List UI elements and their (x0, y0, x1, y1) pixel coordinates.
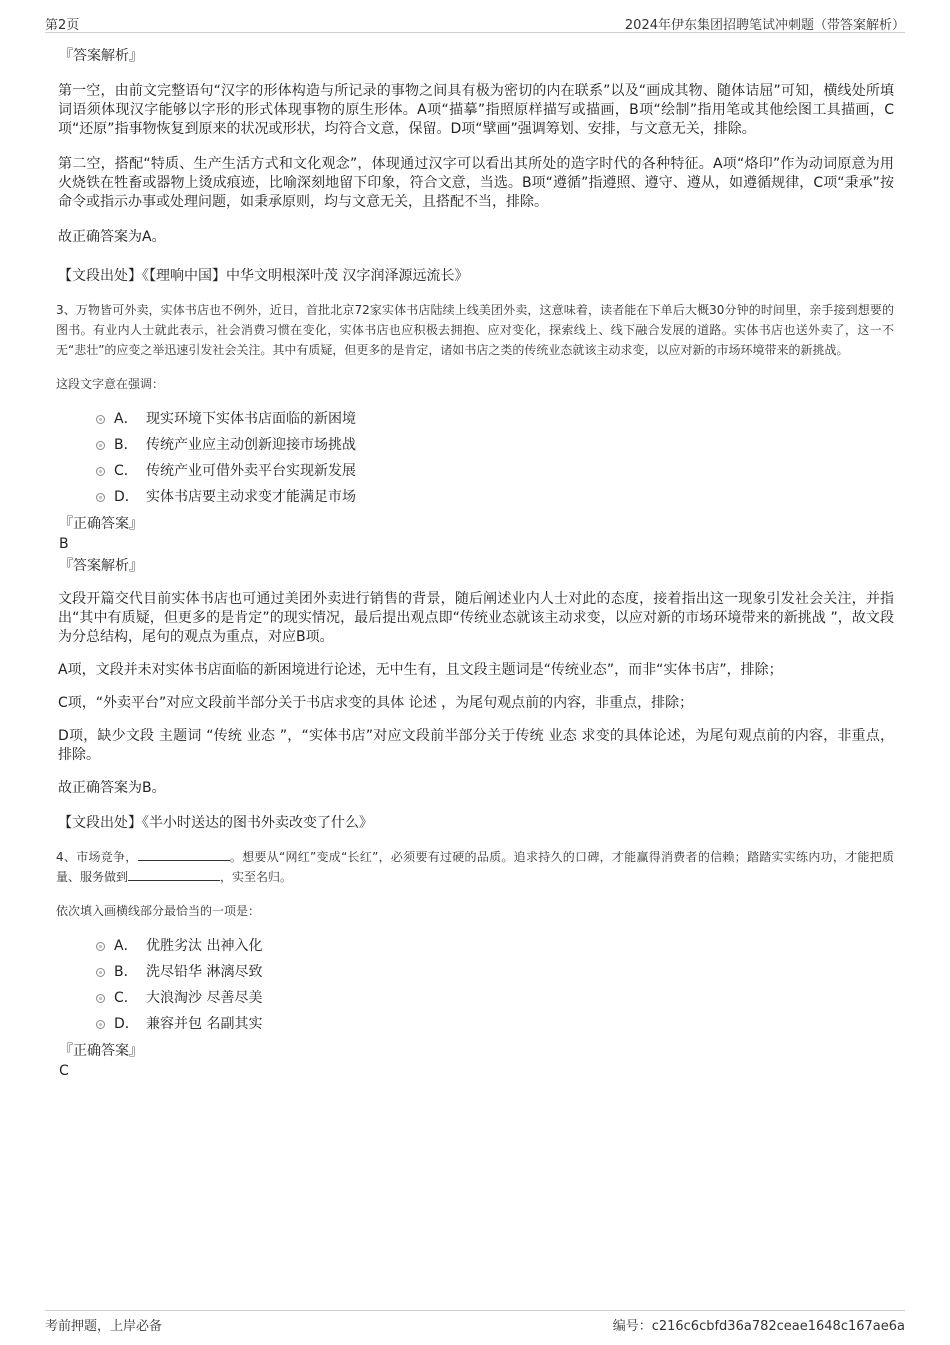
fill-blank (138, 848, 230, 861)
analysis-conclusion: 故正确答案为B。 (58, 780, 166, 796)
radio-icon[interactable] (96, 441, 105, 450)
option-c[interactable]: C． 传统产业可借外卖平台实现新发展 (56, 458, 894, 484)
correct-answer-label: 『正确答案』 (59, 516, 143, 532)
footer-slogan: 考前押题，上岸必备 (45, 1319, 163, 1334)
radio-icon[interactable] (96, 994, 105, 1003)
analysis-label: 『答案解析』 (59, 48, 143, 64)
options-list (56, 406, 894, 510)
correct-answer-label: 『正确答案』 (59, 1043, 143, 1059)
option-d[interactable]: D． 兼容并包 名副其实 (56, 1011, 894, 1037)
option-c[interactable]: C． 大浪淘沙 尽善尽美 (56, 985, 894, 1011)
analysis-paragraph: A项，文段并未对实体书店面临的新困境进行论述，无中生有，且文段主题词是“传统业态”，而非“实体书店”，排除； (58, 662, 783, 678)
option-a[interactable]: A． 现实环境下实体书店面临的新困境 (56, 406, 894, 432)
radio-icon[interactable] (96, 493, 105, 502)
options-list (56, 933, 894, 1037)
page-content (56, 44, 894, 1081)
analysis-label: 『答案解析』 (59, 558, 143, 574)
page-footer (45, 1310, 905, 1335)
option-d[interactable]: D． 实体书店要主动求变才能满足市场 (56, 484, 894, 510)
page-number: 第2页 (45, 18, 80, 33)
analysis-paragraph: 文段开篇交代目前实体书店也可通过美团外卖进行销售的背景，随后阐述业内人士对此的态度，接着指出这一现象引发社会关注，并指出“其中有质疑，但更多的是肯定”的现实情况，最后提出观点即“传统业态就该主动求变，以应对新的市场环境带来的新挑战 ”，故文段为分总结构，尾句的观点为重点，对应B项。 (58, 591, 894, 645)
source-citation: 【文段出处】《【理响中国】中华文明根深叶茂 汉字润泽源远流长》 (58, 268, 469, 284)
analysis-paragraph: 第二空，搭配“特质、生产生活方式和文化观念”，体现通过汉字可以看出其所处的造字时代的各种特征。A项“烙印”作为动词原意为用火烧铁在牲畜或器物上烫成痕迹，比喻深刻地留下印象，符合文意，当选。B项“遵循”指遵照、遵守、遵从，如遵循规律，C项“秉承”按命令或指示办事或处理问题，如秉承原则，均与文意无关，且搭配不当，排除。 (58, 156, 894, 210)
option-a[interactable]: A． 优胜劣汰 出神入化 (56, 933, 894, 959)
analysis-paragraph: 第一空，由前文完整语句“汉字的形体构造与所记录的事物之间具有极为密切的内在联系”以及“画成其物、随体诘屈”可知，横线处所填词语须体现汉字能够以字形的形式体现事物的原生形体。A项“描摹”指照原样描写或描画，B项“绘制”指用笔或其他绘图工具描画，C项“还原”指事物恢复到原来的状况或形状，均符合文意，保留。D项“擘画”强调筹划、安排，与文意无关，排除。 (58, 83, 894, 137)
document-title: 2024年伊东集团招聘笔试冲刺题（带答案解析） (624, 18, 905, 33)
correct-answer: B (59, 536, 69, 552)
correct-answer: C (59, 1063, 69, 1079)
question-prompt: 依次填入画横线部分最恰当的一项是： (56, 904, 261, 918)
page-header (45, 10, 905, 33)
radio-icon[interactable] (96, 467, 105, 476)
question-text: 4、市场竞争， 。想要从“网红”变成“长红”，必须要有过硬的品质。追求持久的口碑，才能赢得消费者的信赖；踏踏实实练内功，才能把质量、服务做到 ，实至名归。 (56, 850, 894, 884)
radio-icon[interactable] (96, 1020, 105, 1029)
fill-blank (128, 868, 220, 881)
radio-icon[interactable] (96, 968, 105, 977)
option-b[interactable]: B． 传统产业应主动创新迎接市场挑战 (56, 432, 894, 458)
option-b[interactable]: B． 洗尽铅华 淋漓尽致 (56, 959, 894, 985)
analysis-paragraph: D项，缺少文段 主题词 “传统 业态 ”，“实体书店”对应文段前半部分关于传统 业态 求变的具体论述，为尾句观点前的内容，非重点，排除。 (58, 728, 894, 763)
radio-icon[interactable] (96, 415, 105, 424)
question-text: 3、万物皆可外卖，实体书店也不例外，近日，首批北京72家实体书店陆续上线美团外卖，这意味着，读者能在下单后大概30分钟的时间里，亲手接到想要的图书。有业内人士就此表示，社会消费习惯在变化，实体书店也应积极去拥抱、应对变化，探索线上、线下融合发展的道路。实体书店也送外卖了，这一不无“悲壮”的应变之举迅速引发社会关注。其中有质疑，但更多的是肯定，诸如书店之类的传统业态就该主动求变，以应对新的市场环境带来的新挑战。 (56, 303, 894, 357)
document-code: 编号：c216c6cbfd36a782ceae1648c167ae6a (612, 1319, 905, 1334)
analysis-paragraph: C项，“外卖平台”对应文段前半部分关于书店求变的具体 论述 ，为尾句观点前的内容，非重点，排除； (58, 695, 694, 711)
analysis-conclusion: 故正确答案为A。 (58, 229, 166, 245)
source-citation: 【文段出处】《半小时送达的图书外卖改变了什么》 (58, 815, 373, 831)
question-prompt: 这段文字意在强调： (56, 377, 165, 391)
radio-icon[interactable] (96, 942, 105, 951)
